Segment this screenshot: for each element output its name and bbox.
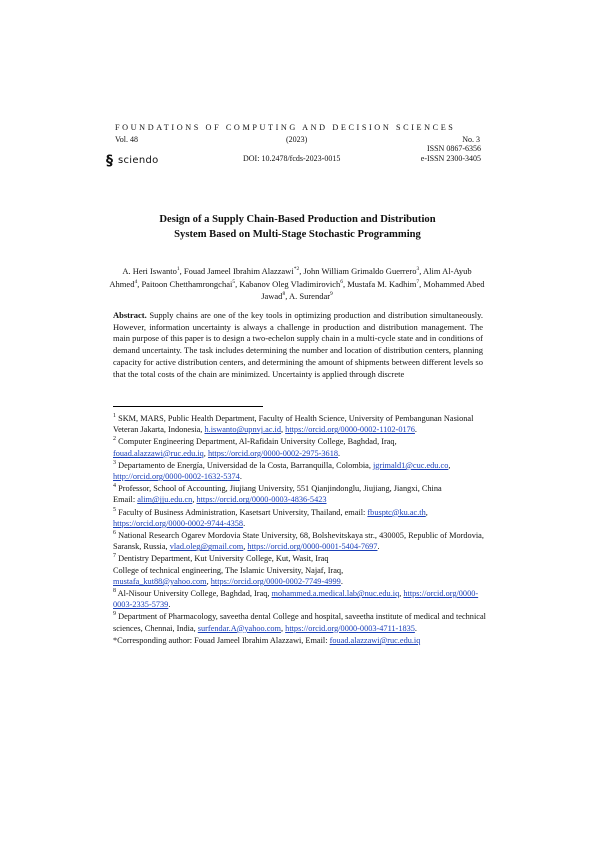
- footnote-number: 7: [113, 553, 116, 560]
- footnote-number: 6: [113, 530, 116, 537]
- footnote-text: ,: [192, 495, 197, 505]
- footnote: [113, 436, 488, 458]
- footnote-number: 8: [113, 588, 116, 595]
- footnote: [113, 635, 488, 646]
- sciendo-logo-mark: §: [106, 153, 113, 169]
- footnote-number: 5: [113, 506, 116, 513]
- footnote-text: .: [414, 623, 417, 633]
- footnote-number: 3: [113, 460, 116, 467]
- abstract: [113, 310, 483, 380]
- footnote: [113, 553, 488, 587]
- author-affiliation-mark: 7: [416, 278, 420, 285]
- email-link[interactable]: surfendar.A@yahoo.com: [197, 623, 282, 633]
- author-list: A. Heri Iswanto$^1$, Fouad Jameel Ibrahim Alazzawi$^{*2}$, John William Grimaldo Guerrero$^3$, Alim Al-Ayub Ahmed$^4$, Paitoon Chetthamrongchai$^5$, Kabanov Oleg Vladimirovich$^6$, Mustafa M. Kadhim$^7$, Mohammed Abed Jawad$^8$, A. Surendar$^9$: [109, 266, 485, 301]
- orcid-link[interactable]: https://orcid.org/0000-0002-7749-4999: [210, 576, 341, 586]
- footnote: [113, 460, 488, 482]
- author-name: John William Grimaldo Guerrero: [303, 266, 417, 276]
- author-affiliation-mark: 4: [134, 278, 138, 285]
- doi: DOI: 10.2478/fcds-2023-0015: [243, 154, 341, 163]
- footnote-text: ,: [243, 542, 248, 552]
- footnote: [113, 611, 488, 633]
- orcid-link[interactable]: https://orcid.org/0000-0002-1102-0176: [285, 425, 415, 435]
- issn: ISSN 0867-6356: [426, 144, 481, 153]
- footnote-text: ,: [203, 448, 208, 458]
- author-name: Alim Al-Ayub Ahmed: [109, 266, 472, 289]
- title-line: System Based on Multi-Stage Stochastic Programming: [174, 228, 421, 240]
- footnote-text: .: [243, 518, 246, 528]
- footnote-text: National Research Ogarev Mordovia State University, 68, Bolshevitskaya str., 430005, Republic of Mordovia, Saransk, Russia,: [113, 531, 484, 552]
- year: (2023): [286, 135, 308, 144]
- email-link[interactable]: fouad.alazzawi@ruc.edu.iq: [113, 448, 204, 458]
- footnote-text: .: [340, 576, 343, 586]
- footnote-number: 4: [113, 483, 116, 490]
- footnote-text: .: [168, 600, 171, 610]
- footnote-text: Al-Nisour University College, Baghdad, Iraq,: [117, 589, 272, 599]
- author-affiliation-mark: 5: [232, 278, 236, 285]
- title-line: Design of a Supply Chain-Based Production and Distribution: [159, 214, 436, 225]
- footnote-text: Dentistry Department, Kut University College, Kut, Wasit, Iraq: [118, 554, 329, 564]
- footnote-text: Computer Engineering Department, Al-Rafidain University College, Baghdad, Iraq,: [118, 437, 397, 447]
- paper-title: [110, 213, 485, 242]
- footnote-text: College of technical engineering, The Islamic University, Najaf, Iraq,: [113, 565, 344, 575]
- author-affiliation-mark: 6: [340, 278, 343, 285]
- email-link[interactable]: mustafa_kut88@yahoo.com: [113, 576, 207, 586]
- email-link[interactable]: alim@jju.edu.cn: [137, 495, 193, 505]
- author-affiliation-mark: 3: [416, 266, 420, 273]
- author-name: Mohammed Abed Jawad: [261, 278, 485, 301]
- author-affiliation-mark: 8: [282, 291, 286, 298]
- footnote-text: Faculty of Business Administration, Kasetsart University, Thailand, email:: [118, 507, 368, 517]
- footnote-text: Department of Pharmacology, saveetha dental College and hospital, saveetha institute of medical and technical sciences, Chennai, India,: [113, 612, 486, 633]
- issue-number: No. 3: [462, 135, 480, 144]
- author-name: Fouad Jameel Ibrahim Alazzawi: [183, 266, 294, 276]
- email-link[interactable]: fouad.alazzawi@ruc.edu.iq: [329, 635, 421, 645]
- author-name: Paitoon Chetthamrongchai: [141, 278, 233, 289]
- footnote-text: .: [377, 542, 380, 552]
- author-name: A. Surendar: [288, 291, 331, 301]
- footnote-text: ,: [448, 460, 451, 470]
- footnote-text: .: [414, 425, 417, 435]
- author-name: A. Heri Iswanto: [122, 266, 177, 276]
- orcid-link[interactable]: https://orcid.org/0000-0003-4836-5423: [196, 495, 327, 505]
- footnote-text: ,: [206, 576, 211, 586]
- orcid-link[interactable]: https://orcid.org/0000-0002-2975-3618: [207, 448, 339, 458]
- publisher-logo: [106, 153, 168, 169]
- footnotes: [113, 413, 488, 647]
- author-affiliation-mark: 1: [176, 266, 180, 273]
- footnote: [113, 530, 488, 552]
- email-link[interactable]: vlad.oleg@gmail.com: [169, 542, 244, 552]
- email-link[interactable]: mohammed.a.medical.lab@nuc.edu.iq: [271, 589, 400, 599]
- email-link[interactable]: jgrimald1@cuc.edu.co: [372, 460, 449, 470]
- eissn: e-ISSN 2300-3405: [420, 154, 481, 163]
- footnote-text: *Corresponding author: Fouad Jameel Ibrahim Alazzawi, Email:: [113, 635, 330, 645]
- footnote-text: ,: [281, 623, 286, 633]
- footnote-text: Professor, School of Accounting, Jiujiang University, 551 Qianjindonglu, Jiujiang, Jiangxi, China: [118, 484, 442, 494]
- footnote-number: 2: [113, 436, 116, 443]
- abstract-label: Abstract.: [113, 310, 147, 320]
- footnote: [113, 483, 488, 505]
- abstract-text: Supply chains are one of the key tools in optimizing production and distribution simultaneously. However, information uncertainty is always a challenge in production and distribution management. The main purpose of this paper is to design a two-echelon supply chain in a multi-cycle state and in conditions of demand uncertainty. The task includes determining the number and location of distribution centers, planning capacity for active distribution centers, and determining the amount of shipments between different levels so that the total costs of the chain are minimized. Uncertainty is applied through discrete: [113, 310, 483, 379]
- footnote: [113, 413, 488, 435]
- author-name: Kabanov Oleg Vladimirovich: [239, 278, 341, 289]
- orcid-link[interactable]: https://orcid.org/0000-0003-4711-1835: [285, 623, 415, 633]
- footnote-text: .: [338, 448, 341, 458]
- author-affiliation-mark: 9: [330, 291, 333, 298]
- orcid-link[interactable]: https://orcid.org/0000-0001-5404-7697: [247, 542, 378, 552]
- footnote-text: Departamento de Energía, Universidad de la Costa, Barranquilla, Colombia,: [118, 460, 373, 470]
- orcid-link[interactable]: https://orcid.org/0000-0003-2335-5739: [113, 589, 479, 610]
- orcid-link[interactable]: http://orcid.org/0000-0002-1632-5374: [113, 472, 240, 482]
- footnote-text: ,: [281, 425, 286, 435]
- author-name: Mustafa M. Kadhim: [347, 278, 417, 289]
- footnote-text: ,: [425, 507, 428, 517]
- journal-name: FOUNDATIONS OF COMPUTING AND DECISION SCIENCES: [115, 123, 456, 132]
- email-link[interactable]: h.iswanto@upnvj.ac.id: [204, 425, 282, 435]
- volume: Vol. 48: [115, 135, 138, 144]
- orcid-link[interactable]: https://orcid.org/0000-0002-9744-4358: [113, 518, 244, 528]
- footnote-text: ,: [399, 589, 404, 599]
- footnote-text: Email:: [113, 495, 138, 505]
- logo-text: sciendo: [118, 155, 159, 166]
- footnote: [113, 588, 488, 610]
- footnote-number: 9: [113, 611, 116, 618]
- email-link[interactable]: fbusptc@ku.ac.th: [367, 507, 426, 517]
- footnote-text: SKM, MARS, Public Health Department, Faculty of Health Science, University of Pembangunan Nasional Veteran Jakarta, Indonesia,: [113, 414, 474, 435]
- footnote-rule: [113, 406, 263, 407]
- footnote-text: .: [239, 472, 242, 482]
- author-affiliation-mark: *2: [293, 266, 300, 273]
- footnote-number: 1: [113, 413, 116, 420]
- footnote: [113, 507, 488, 529]
